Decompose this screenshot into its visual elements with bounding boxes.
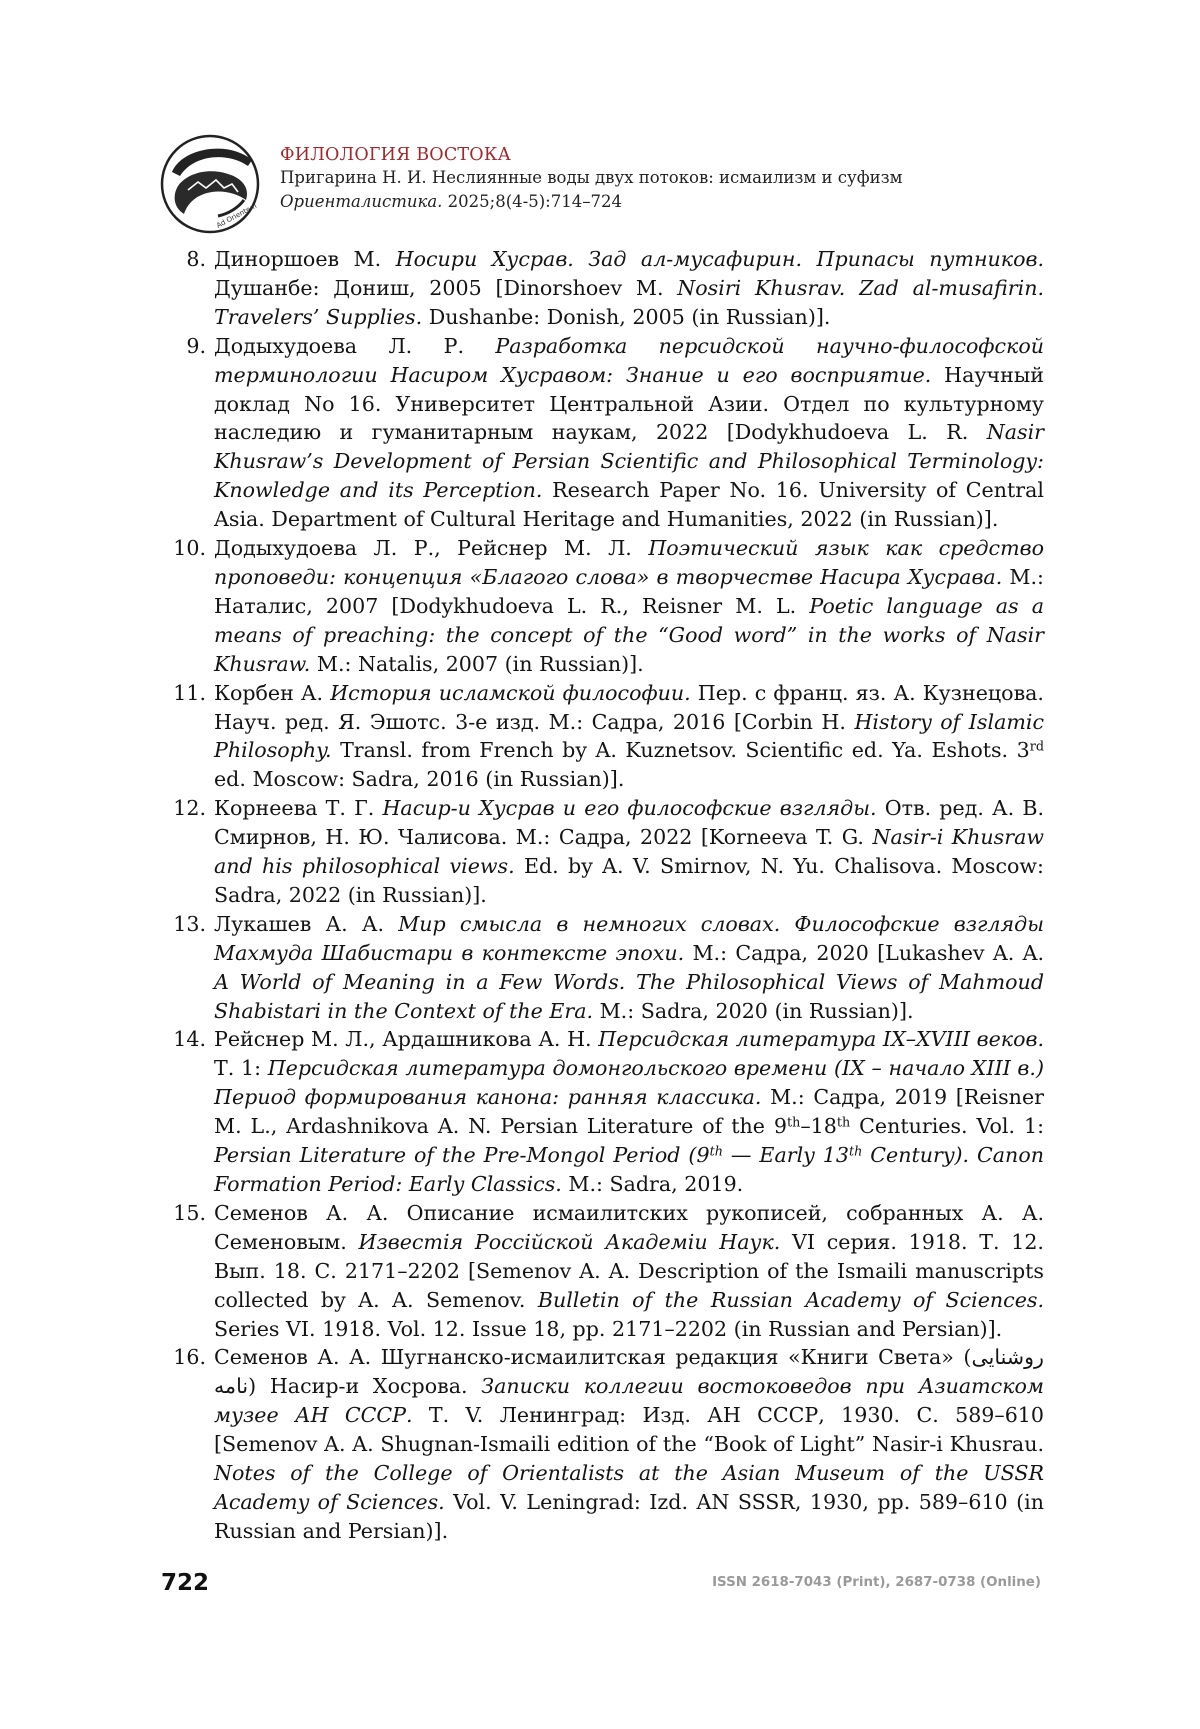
reference-text (206, 679, 1044, 795)
reference-list (161, 245, 1044, 1546)
reference-title: История исламской философии. (330, 680, 691, 705)
reference-segment: rd (1029, 740, 1044, 756)
reference-title: Известія Россійской Академіи Наук. (358, 1229, 781, 1254)
reference-segment: Dushanbe: Donish, 2005 (in Russian)]. (422, 304, 831, 329)
reference-segment: М.: Садра, 2020 [Lukashev A. A. (684, 940, 1044, 965)
reference-item (161, 332, 1044, 534)
citation-journal: Ориенталистика. (280, 192, 443, 211)
reference-title: Century). Canon Formation Period: Early Classics. (214, 1143, 1044, 1196)
reference-segment: Рейснер М. Л., Ардашникова А. Н. (214, 1027, 599, 1052)
reference-text (206, 1025, 1044, 1198)
reference-text (206, 1343, 1044, 1545)
reference-segment: M.: Sadra, 2020 (in Russian)]. (593, 998, 914, 1023)
reference-title: Персидская литература домонгольского времени (IX – начало XIII в.) Период формирования канона: ранняя классика. (214, 1056, 1044, 1110)
reference-segment: Душанбе: Дониш, 2005 [Dinorshoev M. (214, 275, 678, 300)
reference-segment: ) Насир-и Хосрова. (248, 1374, 482, 1399)
reference-segment: Додыхудоева Л. Р., Рейснер М. Л. (214, 536, 649, 561)
reference-segment: Series VI. 1918. Vol. 12. Issue 18, pp. 2171–2202 (in Russian and Persian)]. (214, 1316, 1003, 1341)
reference-segment: Пер. с франц. яз. А. Кузнецова. Науч. ред. Я. Эшотс. 3-е изд. М.: Садра, 2016 [Corbin H. (214, 680, 1044, 734)
reference-title: Poetic language as a means of preaching: the concept of the “Good word” in the works of Nasir Khusraw. (214, 593, 1044, 676)
reference-segment: М.: Садра, 2019 [Reisner M. L., Ardashnikova A. N. Persian Literature of the 9 (214, 1085, 1044, 1139)
reference-title: Записки коллегии востоковедов при Азиатском музее АН СССР. (214, 1374, 1044, 1428)
reference-item (161, 1199, 1044, 1344)
journal-logo (158, 130, 266, 238)
reference-title: Поэтический язык как средство проповеди: концепция «Благого слова» в творчестве Насира Хусрава. (214, 536, 1044, 589)
reference-number: 15. (173, 1200, 206, 1225)
logo-text: Ad Orientem (215, 201, 259, 230)
journal-citation (280, 190, 902, 213)
reference-segment: ed. Moscow: Sadra, 2016 (in Russian)]. (214, 767, 625, 792)
page-number: 722 (161, 1570, 210, 1596)
reference-segment: M.: Natalis, 2007 (in Russian)]. (310, 651, 644, 676)
running-title: Пригарина Н. И. Неслиянные воды двух потоков: исмаилизм и суфизм (280, 168, 903, 187)
reference-segment: Т. V. Ленинград: Изд. АН СССР, 1930. С. 589–610 [Semenov A. A. Shugnan-Ismaili edition of the “Book of Light” Nasir-i Khusrau. (214, 1403, 1045, 1457)
issn: ISSN 2618-7043 (Print), 2687-0738 (Online) (712, 1575, 1041, 1590)
reference-segment: Research Paper No. 16. University of Central Asia. Department of Cultural Heritage and Humanities, 2022 (in Russian)]. (214, 478, 1044, 532)
reference-segment: Додыхудоева Л. Р. (214, 333, 496, 358)
reference-number: 14. (173, 1027, 206, 1052)
reference-number: 8. (186, 247, 206, 271)
reference-segment: th (836, 1115, 851, 1131)
reference-number: 13. (173, 911, 206, 936)
reference-segment: –18 (800, 1114, 837, 1139)
reference-number: 9. (186, 333, 206, 358)
page-header (158, 126, 1058, 230)
reference-segment: th (786, 1115, 801, 1131)
reference-segment: Семенов А. А. Описание исмаилитских рукописей, собранных А. А. Семеновым. (214, 1200, 1044, 1254)
reference-segment: Диноршоев М. (214, 247, 396, 271)
reference-title: Bulletin of the Russian Academy of Sciences. (537, 1287, 1044, 1312)
reference-item (161, 794, 1044, 910)
reference-item (161, 534, 1044, 679)
header-text (280, 144, 902, 213)
journal-section: ФИЛОЛОГИЯ ВОСТОКА (280, 145, 512, 165)
reference-segment: Семенов А. А. Шугнанско-исмаилитская редакция «Книги Света» ( (214, 1345, 972, 1370)
reference-title: Персидская литература IX–XVIII веков. (598, 1027, 1044, 1052)
reference-item (161, 1343, 1044, 1545)
reference-text (206, 534, 1044, 679)
reference-text (206, 794, 1044, 910)
reference-item (161, 1025, 1044, 1198)
reference-title: Persian Literature of the Pre-Mongol Period (9 (214, 1143, 710, 1168)
reference-segment: M.: Sadra, 2019. (561, 1172, 744, 1196)
reference-number: 11. (173, 680, 206, 705)
reference-segment: Научный доклад No 16. Университет Центральной Азии. Отдел по культурному наследию и гуманитарным наукам, 2022 [Dodykhudoeva L. R. (214, 362, 1044, 445)
reference-segment: Vol. V. Leningrad: Izd. AN SSSR, 1930, pp. 589–610 (in Russian and Persian)]. (214, 1489, 1044, 1543)
reference-number: 12. (173, 796, 206, 821)
reference-segment: Ed. by A. V. Smirnov, N. Yu. Chalisova. Moscow: Sadra, 2022 (in Russian)]. (214, 854, 1044, 907)
reference-segment: روشنایی نامه (214, 1345, 1044, 1399)
reference-text (206, 910, 1044, 1026)
reference-text (206, 1199, 1044, 1344)
reference-segment: Transl. from French by A. Kuznetsov. Scientific ed. Ya. Eshots. 3 (331, 738, 1030, 763)
reference-segment: VI серия. 1918. Т. 12. Вып. 18. С. 2171–2202 [Semenov A. A. Description of the Ismaili manuscripts collected by A. A. Semenov. (214, 1229, 1044, 1312)
reference-title: Разработка персидской научно-философской терминологии Насиром Хусравом: Знание и его восприятие. (214, 333, 1044, 387)
reference-title: A World of Meaning in a Few Words. The Philosophical Views of Mahmoud Shabistari in the Context of the Era. (214, 969, 1044, 1023)
reference-text (206, 332, 1044, 534)
reference-segment: Отв. ред. А. В. Смирнов, Н. Ю. Чалисова. М.: Садра, 2022 [Korneeva T. G. (214, 796, 1045, 850)
citation-details: 2025;8(4-5):714–724 (442, 192, 622, 211)
reference-title: Nasir-i Khusraw and his philosophical views. (214, 825, 1044, 879)
reference-title: Насир-и Хусрав и его философские взгляды. (382, 796, 877, 821)
reference-item (161, 910, 1044, 1026)
reference-segment: Корбен А. (214, 680, 331, 705)
reference-text (206, 245, 1044, 332)
reference-item (161, 679, 1044, 795)
reference-title: th (709, 1144, 723, 1160)
reference-title: Notes of the College of Orientalists at the Asian Museum of the USSR Academy of Sciences. (214, 1461, 1044, 1514)
reference-segment: Лукашев А. А. (214, 911, 399, 936)
reference-segment: Корнеева Т. Г. (214, 796, 383, 821)
reference-title: Nosiri Khusrav. Zad al-musafirin. Travelers’ Supplies. (214, 275, 1045, 329)
reference-number: 16. (173, 1345, 206, 1370)
reference-segment: Centuries. Vol. 1: (850, 1114, 1045, 1139)
reference-segment: М.: Наталис, 2007 [Dodykhudoeva L. R., Reisner M. L. (214, 564, 1044, 618)
reference-segment: Т. 1: (214, 1056, 268, 1081)
reference-item (161, 245, 1044, 332)
reference-title: Мир смысла в немногих словах. Философские взгляды Махмуда Шабистари в контексте эпохи. (214, 911, 1044, 965)
reference-title: th (848, 1144, 863, 1160)
reference-title: — Early 13 (722, 1143, 849, 1168)
reference-number: 10. (173, 536, 206, 561)
reference-title: Nasir Khusraw’s Development of Persian Scientific and Philosophical Terminology: Knowledge and its Perception. (214, 420, 1044, 503)
reference-title: Носири Хусрав. Зад ал-мусафирин. Припасы путников. (395, 247, 1045, 271)
reference-title: History of Islamic Philosophy. (214, 709, 1044, 763)
